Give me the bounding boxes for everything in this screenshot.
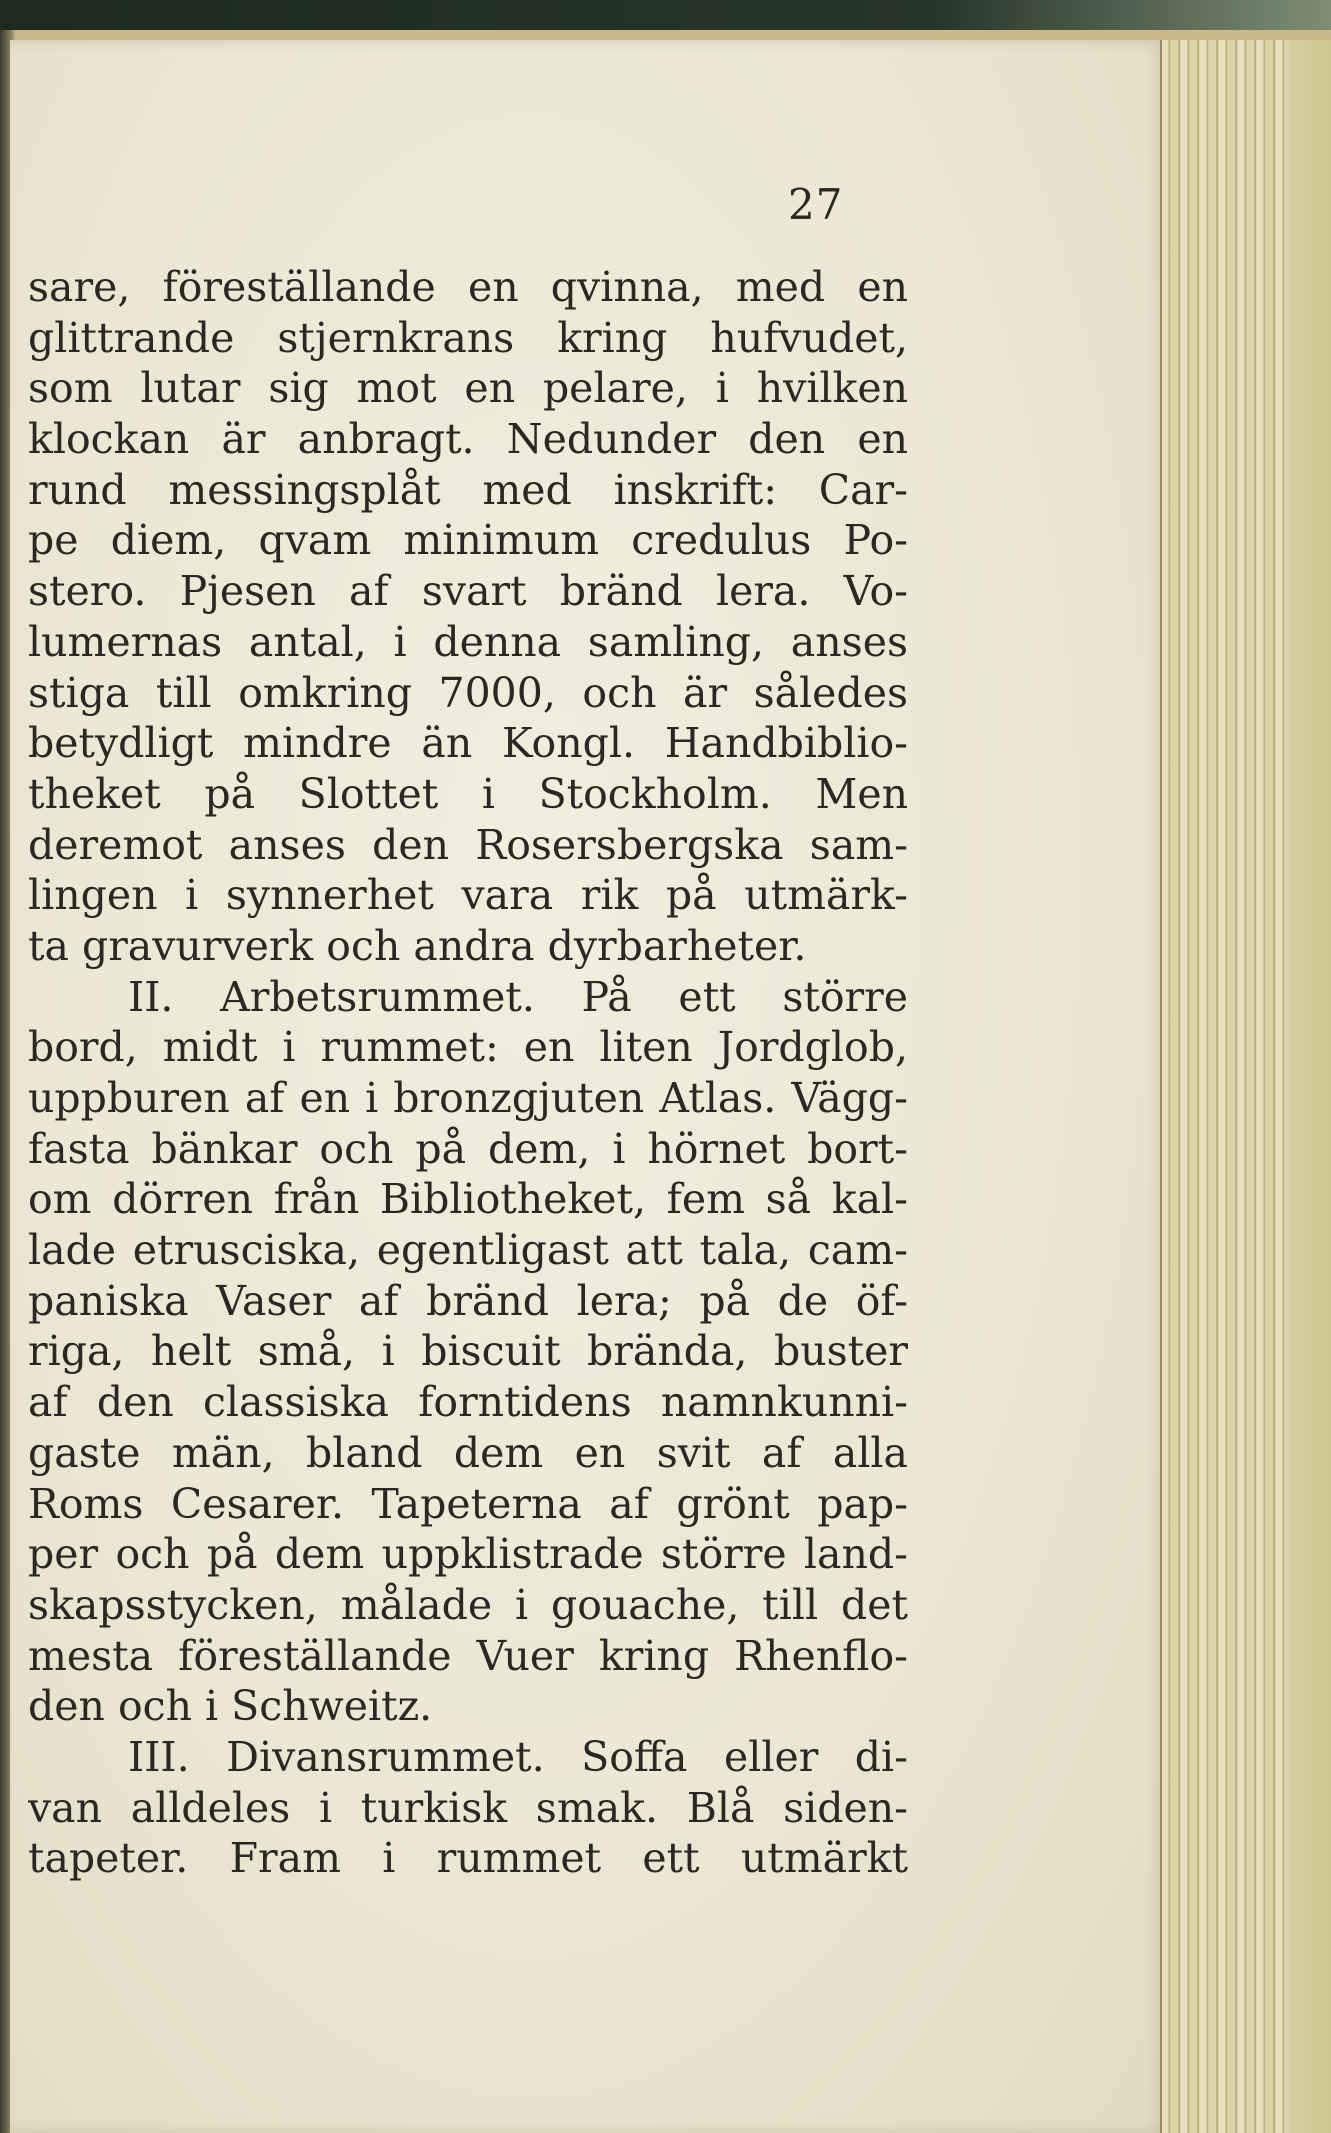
text-line: glittrande stjernkrans kring hufvudet, <box>28 313 908 362</box>
cover-edge <box>1290 40 1331 2133</box>
text-line: paniska Vaser af bränd lera; på de öf- <box>28 1276 908 1325</box>
text-line: af den classiska forntidens namnkunni- <box>28 1378 908 1427</box>
text-line: deremot anses den Rosersbergska sam- <box>28 820 908 869</box>
text-line: mesta föreställande Vuer kring Rhenflo- <box>28 1631 908 1680</box>
text-line: Roms Cesarer. Tapeterna af grönt pap- <box>28 1479 908 1528</box>
body-text <box>28 262 908 1884</box>
text-line: II. Arbetsrummet. På ett större <box>128 972 908 1021</box>
text-line: lingen i synnerhet vara rik på utmärk- <box>28 871 908 920</box>
text-line: gaste män, bland dem en svit af alla <box>28 1428 908 1477</box>
text-line: per och på dem uppklistrade större land- <box>28 1530 908 1579</box>
text-line: van alldeles i turkisk smak. Blå siden- <box>28 1783 908 1832</box>
scan-top-strip <box>0 0 1331 30</box>
text-line: III. Divansrummet. Soffa eller di- <box>128 1732 908 1781</box>
text-line: tapeter. Fram i rummet ett utmärkt <box>28 1834 908 1883</box>
text-line: stiga till omkring 7000, och är således <box>28 668 908 717</box>
text-line: fasta bänkar och på dem, i hörnet bort- <box>28 1124 908 1173</box>
text-line: lumernas antal, i denna samling, anses <box>28 617 908 666</box>
text-line: ta gravurverk och andra dyrbarheter. <box>28 921 807 970</box>
text-line: bord, midt i rummet: en liten Jordglob, <box>28 1023 908 1072</box>
text-line: klockan är anbragt. Nedunder den en <box>28 415 908 464</box>
text-line: som lutar sig mot en pelare, i hvilken <box>28 364 908 413</box>
text-line: betydligt mindre än Kongl. Handbiblio- <box>28 719 908 768</box>
page-number: 27 <box>788 180 844 229</box>
text-line: rund messingsplåt med inskrift: Car- <box>28 465 908 514</box>
text-line: stero. Pjesen af svart bränd lera. Vo- <box>28 567 908 616</box>
text-line: lade etrusciska, egentligast att tala, cam- <box>28 1226 908 1275</box>
text-line: riga, helt små, i biscuit brända, buster <box>28 1327 908 1376</box>
text-line: om dörren från Bibliotheket, fem så kal- <box>28 1175 908 1224</box>
text-line: theket på Slottet i Stockholm. Men <box>28 769 908 818</box>
text-line: uppburen af en i bronzgjuten Atlas. Vägg- <box>28 1074 908 1122</box>
text-line: skapsstycken, målade i gouache, till det <box>28 1580 908 1629</box>
text-line: pe diem, qvam minimum credulus Po- <box>28 516 908 565</box>
page-stack-edges <box>1160 40 1292 2133</box>
text-line: sare, föreställande en qvinna, med en <box>28 263 908 311</box>
text-line: den och i Schweitz. <box>28 1682 433 1731</box>
